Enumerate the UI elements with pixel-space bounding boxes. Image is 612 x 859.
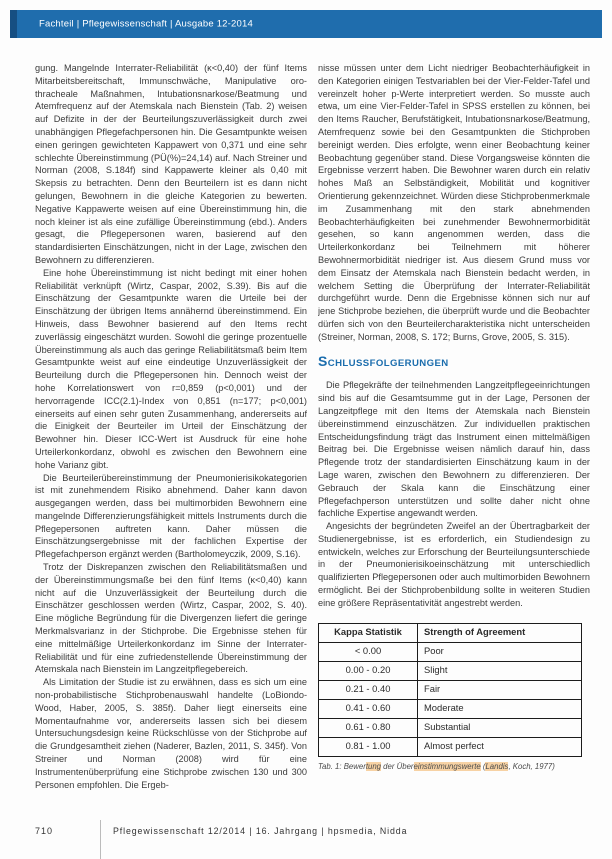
table-row: [319, 680, 582, 699]
kappa-agreement-table: [318, 623, 582, 757]
table-row: [319, 737, 582, 756]
article-body: [35, 62, 590, 820]
table-row: [319, 661, 582, 680]
left-column: [35, 62, 307, 820]
table-cell: 0.00 - 0.20: [319, 661, 418, 680]
table-row: [319, 699, 582, 718]
paragraph: Trotz der Diskrepanzen zwischen den Reliabilitätsmaßen und der Übereinstimmungsmaße bei den fünf Items (κ<0,40) kann nicht auf die Unzuverlässigkeit der Beurteilung durch die Einschätzer geschlossen werden (Wirtz, Caspar, 2002, S. 40). Eine mögliche Begründung für die Divergenzen liefert die geringe Merkmalsvarianz in der Stichprobe. Die Ergebnisse stehen für eine mittelmäßige Urteilerkonkordanz im Sinne der Interrater-Reliabilität und für eine zufriedenstellende Übereinstimmung der Atemskala nach Bienstein im Langzeitpflegebereich.: [35, 562, 307, 675]
table-cell: Moderate: [418, 699, 582, 718]
table-row: [319, 642, 582, 661]
caption-text: Tab. 1: Bewer: [318, 761, 366, 771]
table-caption: [318, 761, 590, 774]
kappa-table-block: [318, 623, 590, 774]
paragraph: Die Pflegekräfte der teilnehmenden Langzeitpflegeeinrichtungen sind bis auf die Gesamtsumme gut in der Lage, Personen der Langzeitpflege mit den Items der Atemskala nach Bienstein übereinstimmend einzuschätzen. Zur individuellen praktischen Entscheidungsfindung trägt das Instrument einen mittelmäßigen Beitrag bei. Die Ergebnisse weisen nämlich darauf hin, dass Pflegende trotz der standardisierten Einschätzung kaum in der Lage waren, zwischen den Bewohnern zu differenzieren. Der Gebrauch der Skala kann die Einschätzung einer Pflegefachperson unterstützen und sollte daher nicht ohne fachliche Expertise angewandt werden.: [318, 380, 590, 519]
footer: [0, 820, 612, 859]
paragraph: Eine hohe Übereinstimmung ist nicht bedingt mit einer hohen Reliabilität verknüpft (Wirtz, Caspar, 2002, S.39). Bis auf die Einschätzung der Gesamtpunkte waren die Urteile bei der Einschätzung der übrigen Items annähernd übereinstimmend. Ein Hinweis, dass Bewohner basierend auf den Items recht zuverlässig eingeschätzt wurden. Sowohl die geringe prozentuelle Übereinstimmung als auch das geringe Reliabilitätsmaß beim Item Gesamtpunkte weist auf eine eindeutige Unzuverlässigkeit der Beurteilung durch die Pflegepersonen hin. Dennoch weist der hohe Korrelationswert von r=0,859 (p<0,001) und der hervorragende ICC(2.1)-Index von 0,851 (n=177; p<0,001) einerseits auf einen sehr guten Zusammenhang, andererseits auf die Einigkeit der Beurteiler im Urteil der Einschätzung der Bewohner hin. Dieser ICC-Wert ist Ausdruck für eine hohe Urteilerkonkordanz, obwohl es zwischen den Bewohnern eine hohe Varianz gibt.: [35, 267, 307, 470]
table-header-cell: Kappa Statistik: [319, 623, 418, 642]
table-cell: 0.61 - 0.80: [319, 718, 418, 737]
table-cell: 0.81 - 1.00: [319, 737, 418, 756]
caption-text: der Über: [381, 761, 414, 771]
footer-divider: [100, 820, 101, 859]
table-cell: 0.21 - 0.40: [319, 680, 418, 699]
caption-text: (: [480, 761, 486, 771]
table-cell: Substantial: [418, 718, 582, 737]
table-cell: Fair: [418, 680, 582, 699]
table-cell: Almost perfect: [418, 737, 582, 756]
table-cell: 0.41 - 0.60: [319, 699, 418, 718]
header-title: Fachteil | Pflegewissenschaft | Ausgabe 12-2014: [39, 18, 253, 30]
caption-text: , Koch, 1977): [508, 761, 555, 771]
table-cell: < 0.00: [319, 642, 418, 661]
table-header-cell: Strength of Agreement: [418, 623, 582, 642]
section-heading-schlussfolgerungen: SCHLUSSFOLGERUNGEN: [318, 352, 449, 369]
paragraph: nisse müssen unter dem Licht niedriger Beobachterhäufigkeit in den Kategorien einigen Testvariablen bei der Vier-Felder-Tafel und vereinzelt hoher p-Werte interpretiert werden. So musste auch etwa, um eine Vier-Felder-Tafel in SPSS erstellen zu können, bei den Items Raucher, Berufstätigkeit, Intubationsnarkose/Beatmung, Atemfrequenz sowie bei den Gesamtpunkten die Stichproben bereinigt werden. Dies erfolgte, wenn einer Beobachtung keiner Beobachtung gegenüber stand. Diese Vorgangsweise könnten die Ergebnisse verzerrt haben. Die Bewohner waren durch ein relativ hohes Maß an Selbständigkeit, Mobilität und kognitiver Orientierung gekennzeichnet. Würden diese Stichprobenmerkmale im Zusammenhang mit den stark abnehmenden Beobachterhäufigkeiten bei zunehmender Bewohnermorbidität gesehen, so kann angenommen werden, dass die Urteilerkonkordanz bei Teilnehmern mit höherer Bewohnermorbidität niedriger ist. Aus diesem Grund muss vor dem Einsatz der Atemskala nach Bienstein bedacht werden, in welchem Setting die Überprüfung der Interrater-Reliabilität durchgeführt wurde. Denn die Ergebnisse können sich nur auf jene Stichprobe beziehen, die überprüft wurde und die Beobachter dürfen sich von den Beurteilercharakteristika nicht unterscheiden (Streiner, Norman, 2008, S. 172; Burns, Grove, 2005, S. 315).: [318, 63, 590, 342]
paragraph: gung. Mangelnde Interrater-Reliabilität (κ<0,40) der fünf Items Mitarbeitsbereitschaft, Immunschwäche, Manipulative oro-thracheale Maßnahmen, Intubationsnarkose/Beatmung und Atemfrequenz auf der Atemskala nach Bienstein (Tab. 2) weisen auf Defizite in der der Beurteilungszuverlässigkeit durch zwei unabhängigen Pflegefachpersonen hin. Die Gesamtpunkte weisen einen geringen gewichteten Kappawert von 0,371 und eine sehr schlechte Übereinstimmung (PÜ(%)=24,14) auf. Nach Streiner und Norman (2008, S.184f) sind Kappawerte kleiner als 0,40 mit Skepsis zu betrachten. Denn den Beurteilern ist es dann nicht gelungen, Bewohnern in die gleiche Kategorien zu bewerten. Negative Kappawerte weisen auf eine Übereinstimmung hin, die noch kleiner ist als eine zufällige Übereinstimmung (ebd.). Anders gesagt, die Pflegepersonen waren, basierend auf den standardisierten Einschätzungen, nicht in der Lage, zwischen den Bewohnern zu differenzieren.: [35, 63, 307, 265]
table-cell: Poor: [418, 642, 582, 661]
footer-journal-line: Pflegewissenschaft 12/2014 | 16. Jahrgang | hpsmedia, Nidda: [113, 826, 408, 836]
paragraph: Die Beurteilerübereinstimmung der Pneumonierisikokategorien ist mit zunehmendem Risiko abnehmend. Daher kann davon ausgegangen werden, dass bei multimorbiden Bewohnern eine mangelnde Differenzierungsfähigkeit mittels Instruments durch die Pflegepersonen auftreten kann. Daher müssen die Einschätzungsergebnisse mit der fachlichen Expertise der Pflegefachperson ergänzt werden (Bartholomeyczik, 2009, S.16).: [35, 472, 307, 560]
header-accent-stripe: [10, 10, 17, 38]
page-number: 710: [35, 826, 54, 836]
paragraph: Angesichts der begründeten Zweifel an der Übertragbarkeit der Studienergebnisse, ist es erforderlich, ein Studiendesign zu entwickeln, welches zur Erforschung der Beurteilungsunterschiede in der Pneumonierisikoeinschätzung mit unterschiedlich qualifizierten Pflegepersonen oder auch multimorbiden Bewohnern ermöglicht. Bei der Stichprobenbildung sollte in weiteren Studien eine größere Repräsentativität angestrebt werden.: [318, 521, 590, 608]
caption-highlight: tung: [365, 761, 382, 771]
header-bar: [10, 10, 602, 38]
paragraph: Als Limitation der Studie ist zu erwähnen, dass es sich um eine non-probabilistische Stichprobenauswahl handelte (LoBiondo-Wood, Haber, 2005, S. 385f). Daher liegt einerseits eine Momentaufnahme vor, andererseits lassen sich bei diesem Untersuchungsdesign keine Rückschlüsse von der Stichprobe auf die Grundgesamtheit ziehen (Naderer, Bazlen, 2011, S. 345f). Von Streiner und Norman (2008) wird für eine Instrumentenüberprüfung eine Stichprobe zwischen 130 und 300 Personen empfohlen. Die Ergeb-: [35, 677, 307, 790]
table-cell: Slight: [418, 661, 582, 680]
table-header-row: [319, 623, 582, 642]
caption-highlight: Landis: [485, 761, 509, 771]
caption-highlight: einstimmungswerte: [413, 761, 481, 771]
table-row: [319, 718, 582, 737]
right-column: [318, 62, 590, 820]
